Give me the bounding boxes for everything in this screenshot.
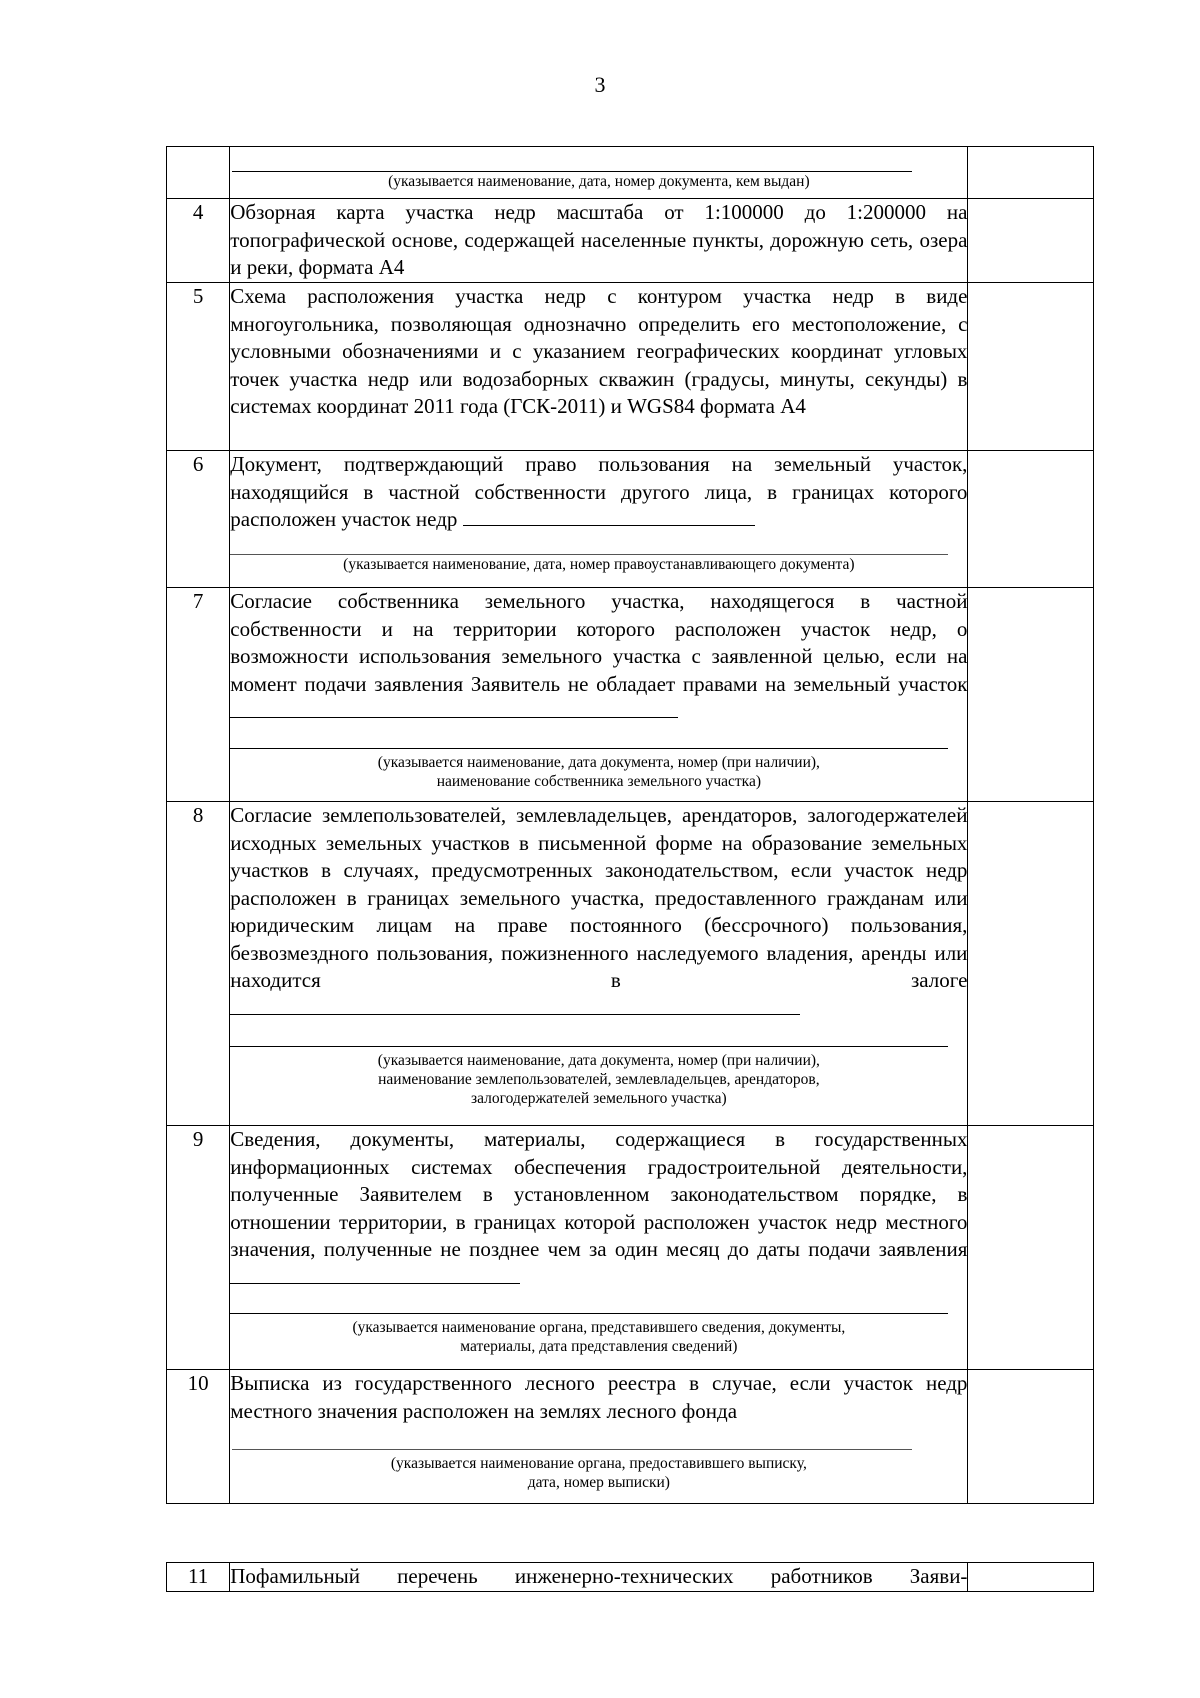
caption-line: (указывается наименование органа, предоставившего выписку, (390, 1455, 807, 1472)
row-text: Выписка из государственного лесного реестра в случае, если участок недр местного значения расположен на землях лесного фонда (230, 1371, 968, 1423)
row-number: 6 (167, 451, 230, 588)
field-caption (230, 1318, 967, 1356)
field-caption (230, 1454, 967, 1492)
mark-cell (968, 1370, 1094, 1504)
mark-cell (968, 451, 1094, 588)
row-number: 7 (167, 588, 230, 802)
row-text (230, 451, 967, 534)
row-text-body: Согласие собственника земельного участка, находящегося в частной собственности и на территории которого расположен участок недр, о возможности использования земельного участка с заявленной целью, если на момент подачи заявления Заявитель не обладает правами на земельный участок (230, 589, 968, 696)
row-content (230, 147, 968, 199)
row-content (230, 1370, 968, 1504)
table-row (167, 802, 1094, 1126)
mark-cell (968, 147, 1094, 199)
fill-line (230, 748, 948, 749)
caption-line: наименование собственника земельного участка) (436, 772, 761, 790)
documents-table (166, 146, 1094, 1504)
row-content (230, 802, 968, 1126)
fill-line (232, 1449, 912, 1450)
row-number: 5 (167, 283, 230, 451)
row-content (230, 199, 968, 283)
table-row (167, 1370, 1094, 1504)
fill-line (230, 1046, 948, 1047)
mark-cell (968, 588, 1094, 802)
table-row (167, 199, 1094, 283)
documents-table-continued (166, 1562, 1094, 1592)
caption-line: залогодержателей земельного участка) (471, 1090, 727, 1107)
row-text: Пофамильный перечень инженерно-технических работников Заяви- (230, 1564, 968, 1588)
caption-line: (указывается наименование органа, представившего сведения, документы, (352, 1319, 846, 1336)
row-text-body: Сведения, документы, материалы, содержащиеся в государственных информационных системах обеспечения градостроительной деятельности, полученные Заявителем в установленном законодательством порядке, в отношении территории, в границах которой расположен участок недр местного значения, полученные не позднее чем за один месяц до даты подачи заявления (230, 1127, 968, 1261)
row-number: 9 (167, 1126, 230, 1370)
table-row (167, 1126, 1094, 1370)
fill-blank (230, 1264, 520, 1284)
row-text-body: Документ, подтверждающий право пользования на земельный участок, находящийся в частной собственности другого лица, в границах которого расположен участок недр (230, 452, 968, 531)
row-content (230, 588, 968, 802)
caption-line: (указывается наименование, дата документа, номер (при наличии), (377, 1052, 820, 1069)
caption-line: (указывается наименование, дата документа, номер (при наличии), (377, 753, 820, 771)
row-content (230, 283, 968, 451)
fill-blank (230, 698, 678, 718)
caption-line: материалы, дата представления сведений) (460, 1338, 738, 1355)
row-content (230, 1563, 968, 1592)
row-text (230, 588, 967, 726)
row-text (230, 802, 967, 1022)
row-text (230, 1126, 967, 1291)
fill-blank (463, 506, 755, 526)
row-text-body: Согласие землепользователей, землевладельцев, арендаторов, залогодержателей исходных земельных участков в письменной форме на образование земельных участков в случаях, предусмотренных законодательством, если участок недр расположен в границах земельного участка, предоставленного гражданам или юридическим лицам на праве постоянного (бессрочного) пользования, безвозмездного пользования, пожизненного наследуемого владения, аренды или находится в залоге (230, 803, 968, 992)
mark-cell (968, 802, 1094, 1126)
row-number: 4 (167, 199, 230, 283)
fill-line (230, 1313, 948, 1314)
row-content (230, 451, 968, 588)
row-number: 11 (167, 1563, 230, 1592)
row-text: Схема расположения участка недр с контуром участка недр в виде многоугольника, позволяющая однозначно определить его местоположение, с условными обозначениями и с указанием географических координат угловых точек участка недр или водозаборных скважин (градусы, минуты, секунды) в системах координат 2011 года (ГСК-2011) и WGS84 формата А4 (230, 284, 968, 418)
field-caption: (указывается наименование, дата, номер правоустанавливающего документа) (343, 555, 855, 573)
field-caption (230, 1051, 967, 1108)
field-caption: (указывается наименование, дата, номер документа, кем выдан) (388, 173, 810, 190)
mark-cell (968, 1126, 1094, 1370)
mark-cell (968, 283, 1094, 451)
page-number: 3 (594, 72, 606, 97)
row-number: 8 (167, 802, 230, 1126)
caption-line: наименование землепользователей, землевладельцев, арендаторов, (378, 1071, 820, 1088)
mark-cell (968, 1563, 1094, 1592)
table-row (167, 147, 1094, 199)
row-content (230, 1126, 968, 1370)
table-row (167, 1563, 1094, 1592)
caption-line: дата, номер выписки) (527, 1474, 670, 1491)
field-caption (230, 753, 967, 791)
row-number: 10 (167, 1370, 230, 1504)
row-text: Обзорная карта участка недр масштаба от 1:100000 до 1:200000 на топографической основе, содержащей населенные пункты, дорожную сеть, озера и реки, формата А4 (230, 200, 968, 279)
table-row (167, 588, 1094, 802)
table-row (167, 451, 1094, 588)
row-number (167, 147, 230, 199)
mark-cell (968, 199, 1094, 283)
table-row (167, 283, 1094, 451)
fill-blank (230, 995, 800, 1015)
